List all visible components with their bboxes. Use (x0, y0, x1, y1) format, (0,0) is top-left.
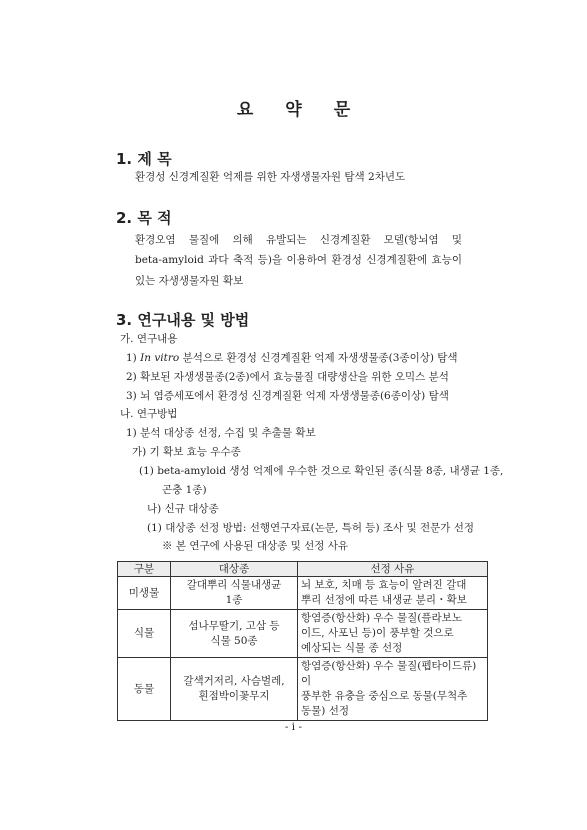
reason-line: 뿌리 선정에 따른 내생균 분리・확보 (301, 594, 467, 606)
reason-cell (298, 610, 488, 658)
species-cell (171, 610, 298, 658)
method-subitem: 가) 기 확보 효능 우수종 (132, 446, 241, 458)
section-2-line: 있는 자생생물자원 확보 (135, 275, 244, 287)
method-detail: (1) beta-amyloid 생성 억제에 우수한 것으로 확인된 종(식물 8종, 내생균 1종, (139, 465, 504, 477)
reason-line: 항염증(항산화) 우수 물질(펩타이드류)이 (301, 660, 477, 687)
table-header-row (118, 562, 488, 577)
research-item: 2) 확보된 자생생물종(2종)에서 효능물질 대량생산을 위한 오믹스 분석 (126, 371, 449, 383)
species-line: 섬나무딸기, 고삼 등 (188, 619, 280, 632)
reason-line: 풍부한 유충을 중심으로 동물(무척추 (301, 690, 468, 702)
research-item: 3) 뇌 염증세포에서 환경성 신경계질환 억제 자생생물종(6종이상) 탐색 (126, 390, 449, 402)
section-2-heading: 2. 목 적 (116, 209, 172, 227)
method-item: 1) 분석 대상종 선정, 수집 및 추출물 확보 (126, 427, 316, 439)
section-1-heading: 1. 제 목 (116, 150, 172, 168)
page-title (0, 95, 587, 120)
table-row (118, 610, 488, 658)
item-text: 분석으로 환경성 신경계질환 억제 자생생물종(3종이상) 탐색 (182, 352, 458, 364)
title-char: 문 (333, 100, 351, 120)
reason-line: 동물) 선정 (301, 705, 350, 717)
table-row (118, 658, 488, 721)
item-number: 1) (126, 352, 137, 364)
species-line: 갈색거저리, 사슴벌레, (183, 675, 285, 687)
table-row (118, 577, 488, 610)
subheading-research-method: 나. 연구방법 (120, 408, 178, 420)
category-cell: 식물 (118, 610, 171, 658)
species-cell (171, 577, 298, 610)
title-char: 약 (285, 100, 302, 120)
subheading-research-content: 가. 연구내용 (120, 333, 178, 345)
species-line: 흰점박이꽃무지 (198, 690, 270, 702)
in-vitro-text: In vitro (140, 352, 180, 364)
section-2-line: 환경오염 물질에 의해 유발되는 신경계질환 모델(항뇌염 및 (135, 234, 462, 246)
title-char: 요 (236, 100, 254, 120)
method-detail: (1) 대상종 선정 방법: 선행연구자료(논문, 특허 등) 조사 및 전문가 선정 (147, 522, 475, 534)
species-line: 식물 50종 (210, 634, 258, 647)
species-line: 1종 (225, 594, 243, 606)
section-2-line: beta-amyloid 과다 축적 등)을 이용하여 환경성 신경계질환에 효능이 (135, 254, 462, 266)
category-cell: 동물 (118, 658, 171, 721)
reason-line: 뇌 보호, 치매 등 효능이 알려진 갈대 (301, 579, 467, 591)
category-cell: 미생물 (118, 577, 171, 610)
species-table (117, 561, 488, 721)
table-header: 선정 사유 (298, 562, 488, 577)
species-line: 갈대뿌리 식물내생균 (186, 579, 282, 591)
table-header: 대상종 (171, 562, 298, 577)
species-cell (171, 658, 298, 721)
table-note: ※ 본 연구에 사용된 대상종 및 선정 사유 (162, 540, 349, 552)
method-subitem: 나) 신규 대상종 (147, 503, 219, 515)
method-detail-cont: 곤충 1종) (162, 484, 207, 496)
reason-line: 이드, 사포닌 등)이 풍부할 것으로 (301, 627, 454, 639)
reason-line: 항염증(항산화) 우수 물질(플라보노 (301, 612, 462, 624)
page-number: - i - (284, 721, 303, 733)
section-3-heading: 3. 연구내용 및 방법 (116, 311, 250, 329)
reason-cell (298, 658, 488, 721)
section-1-text: 환경성 신경계질환 억제를 위한 자생생물자원 탐색 2차년도 (135, 171, 406, 183)
table-header: 구분 (118, 562, 171, 577)
reason-cell (298, 577, 488, 610)
reason-line: 예상되는 식물 종 선정 (301, 642, 403, 654)
